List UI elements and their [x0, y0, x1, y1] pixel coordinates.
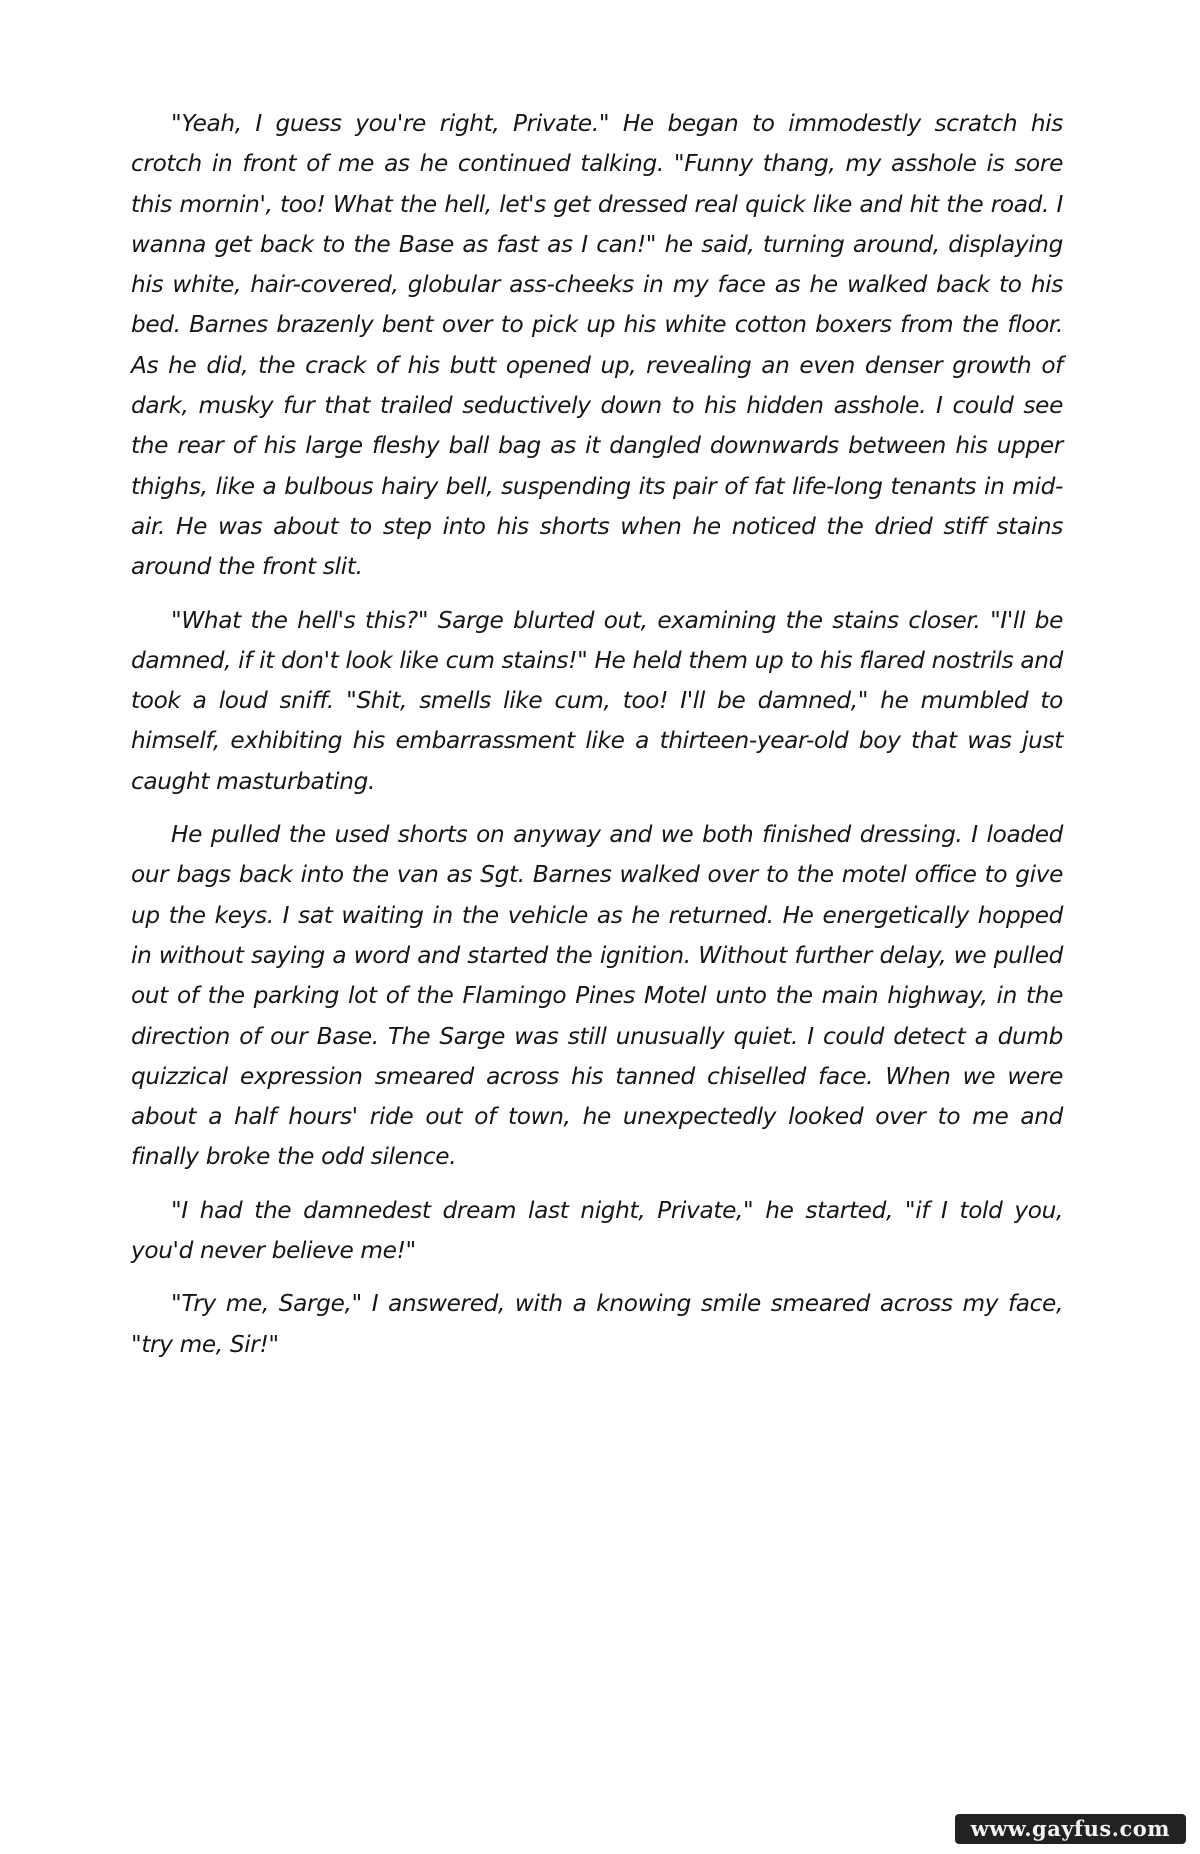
paragraph-2: "What the hell's this?" Sarge blurted out, examining the stains closer. "I'll be damned, if it don't look like cum stains!" He held them up to his flared nostrils and took a loud sniff. "Shit, smells like cum, too! I'll be damned," he mumbled to himself, exhibiting his embarrassment like a thirteen-year-old boy that was just caught masturbating. [131, 606, 1063, 795]
watermark-badge: www.gayfus.com [955, 1814, 1186, 1844]
paragraph-3: He pulled the used shorts on anyway and we both finished dressing. I loaded our bags back into the van as Sgt. Barnes walked over to the motel office to give up the keys. I sat waiting in the vehicle as he returned. He energetically hopped in without saying a word and started the ignition. Without further delay, we pulled out of the parking lot of the Flamingo Pines Motel unto the main highway, in the direction of our Base. The Sarge was still unusually quiet. I could detect a dumb quizzical expression smeared across his tanned chiselled face. When we were about a half hours' ride out of town, he unexpectedly looked over to me and finally broke the odd silence. [131, 821, 1063, 1171]
page-body [131, 104, 1063, 1378]
paragraph-4: "I had the damnedest dream last night, Private," he started, "if I told you, you'd never believe me!" [131, 1196, 1063, 1265]
paragraph-1: "Yeah, I guess you're right, Private." He began to immodestly scratch his crotch in front of me as he continued talking. "Funny thang, my asshole is sore this mornin', too! What the hell, let's get dressed real quick like and hit the road. I wanna get back to the Base as fast as I can!" he said, turning around, displaying his white, hair-covered, globular ass-cheeks in my face as he walked back to his bed. Barnes brazenly bent over to pick up his white cotton boxers from the floor. As he did, the crack of his butt opened up, revealing an even denser growth of dark, musky fur that trailed seductively down to his hidden asshole. I could see the rear of his large fleshy ball bag as it dangled downwards between his upper thighs, like a bulbous hairy bell, suspending its pair of fat life-long tenants in mid-air. He was about to step into his shorts when he noticed the dried stiff stains around the front slit. [131, 110, 1063, 581]
paragraph-5: "Try me, Sarge," I answered, with a knowing smile smeared across my face, "try me, Sir!" [131, 1290, 1063, 1358]
